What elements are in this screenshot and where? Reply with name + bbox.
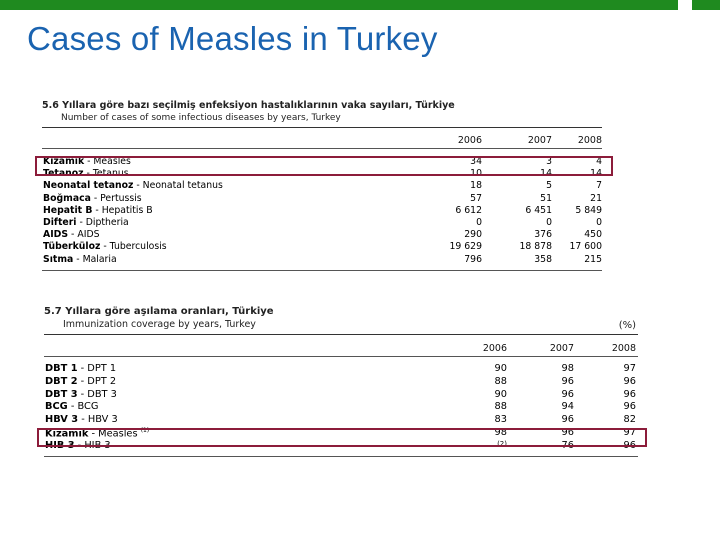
cell-value: 96: [623, 388, 636, 400]
table1-header-row: [42, 132, 602, 148]
row-label: Tüberküloz - Tuberculosis: [43, 241, 167, 253]
table1-year-2006: 2006: [457, 135, 482, 146]
cell-value: 98: [494, 426, 507, 438]
row-label: Neonatal tetanoz - Neonatal tetanus: [43, 180, 223, 192]
row-label-en: DPT 1: [87, 363, 117, 374]
row-label: BCG - BCG: [45, 401, 99, 413]
cell-value: 82: [623, 414, 636, 426]
row-label-en: Neonatal tetanus: [142, 180, 223, 192]
table1-year-2007: 2007: [527, 135, 552, 146]
row-label-en: Hepatitis B: [101, 204, 153, 216]
cell-value: 358: [534, 253, 552, 265]
cell-value: 5: [546, 180, 552, 192]
cell-value: 88: [494, 375, 507, 387]
row-label-en: HBV 3: [87, 414, 118, 426]
table-row: [42, 217, 602, 229]
row-label-en: DBT 3: [87, 388, 117, 400]
table2-header-row: [44, 340, 638, 356]
row-label: AIDS - AIDS: [43, 229, 100, 241]
table-row: [42, 241, 602, 253]
cell-value: 0: [476, 216, 482, 228]
table2-bottom-rule: [44, 456, 638, 457]
table-row: [44, 401, 638, 414]
cell-value: 97: [623, 426, 636, 438]
cell-value: 18: [470, 180, 482, 192]
row-label-en: HIB 3: [84, 439, 111, 451]
cell-value: 14: [540, 168, 552, 180]
row-label-tr: Sıtma: [43, 253, 74, 265]
cell-value: 94: [561, 401, 574, 413]
row-label-en: Tuberculosis: [109, 241, 167, 253]
cell-value: 96: [561, 426, 574, 438]
cell-value: 0: [546, 216, 552, 228]
cell-value: 96: [623, 401, 636, 413]
row-label-tr: Kızamık: [43, 156, 85, 167]
cell-value: 76: [561, 439, 574, 451]
row-label-tr: HIB 3: [45, 439, 75, 451]
table2-title-tr: 5.7 Yıllara göre aşılama oranları, Türkiye: [44, 306, 274, 317]
cell-value: 96: [561, 414, 574, 426]
row-label: HBV 3 - HBV 3: [45, 414, 118, 426]
table1-top-rule: [42, 127, 602, 128]
table-row: [42, 193, 602, 205]
cell-value: 796: [464, 253, 482, 265]
row-label-tr: Neonatal tetanoz: [43, 180, 134, 192]
row-label-tr: Difteri: [43, 216, 77, 228]
cell-value: 0: [596, 216, 602, 228]
cell-value: 19 629: [449, 241, 482, 253]
row-label: Hepatit B - Hepatitis B: [43, 204, 153, 216]
cell-value: 6 612: [455, 204, 482, 216]
cell-value: 34: [470, 156, 482, 167]
row-label-en: BCG: [77, 401, 99, 413]
row-label-tr: Tetanoz: [43, 168, 84, 180]
cell-value: 3: [546, 156, 552, 167]
cell-value: 6 451: [525, 204, 552, 216]
row-label-tr: DBT 2: [45, 375, 78, 387]
table2-year-2006: 2006: [482, 343, 507, 354]
cell-value: 98: [561, 363, 574, 374]
row-label: Difteri - Diptheria: [43, 216, 129, 228]
table2-title-en: Immunization coverage by years, Turkey: [63, 319, 256, 330]
row-label: Kızamık - Measles: [43, 156, 131, 167]
row-label-en: Measles: [93, 156, 131, 167]
table-row: [42, 205, 602, 217]
table1-title-tr: 5.6 Yıllara göre bazı seçilmiş enfeksiyon hastalıklarının vaka sayıları, Türkiye: [42, 100, 455, 111]
table-row: [44, 363, 638, 376]
row-label-tr: BCG: [45, 401, 68, 413]
cell-value: 96: [623, 375, 636, 387]
accent-notch: [678, 0, 692, 10]
slide-title: Cases of Measles in Turkey: [27, 20, 438, 57]
row-label-en: Pertussis: [100, 192, 142, 204]
cell-value: 57: [470, 192, 482, 204]
table-row: [42, 180, 602, 192]
table-row: [42, 254, 602, 266]
cell-value: 88: [494, 401, 507, 413]
cell-value: 18 878: [519, 241, 552, 253]
cell-value: 376: [534, 229, 552, 241]
measles-highlight-table2: [37, 428, 647, 447]
infectious-disease-cases-table: [42, 100, 602, 271]
table1-header-rule: [42, 148, 602, 149]
row-label: DBT 1 - DPT 1: [45, 363, 117, 374]
cell-value: 4: [596, 156, 602, 167]
row-label-tr: Boğmaca: [43, 192, 91, 204]
table1-year-2008: 2008: [577, 135, 602, 146]
cell-value: 17 600: [569, 241, 602, 253]
row-label-tr: Kızamık: [45, 428, 89, 440]
row-label-tr: DBT 3: [45, 388, 78, 400]
measles-highlight-table1: [35, 156, 613, 176]
row-label-en: Diptheria: [85, 216, 129, 228]
row-label-tr: HBV 3: [45, 414, 79, 426]
table-row: [44, 414, 638, 427]
row-label: Kızamık - Measles $^{(1)}$: [45, 426, 150, 440]
row-label-tr: Hepatit B: [43, 204, 93, 216]
row-label: HIB 3 - HIB 3: [45, 439, 111, 451]
cell-value: 215: [584, 253, 602, 265]
row-label-en: DPT 2: [87, 375, 117, 387]
table1-bottom-rule: [42, 270, 602, 271]
cell-value: 83: [494, 414, 507, 426]
table2-unit: (%): [618, 320, 636, 331]
footnote-mark: (1): [140, 426, 150, 434]
cell-value: 90: [494, 363, 507, 374]
table1-title-en: Number of cases of some infectious diseases by years, Turkey: [61, 113, 341, 123]
cell-value: 14: [590, 168, 602, 180]
row-label: DBT 3 - DBT 3: [45, 388, 117, 400]
row-label: Boğmaca - Pertussis: [43, 192, 142, 204]
cell-value: 96: [561, 388, 574, 400]
row-label: Sıtma - Malaria: [43, 253, 117, 265]
cell-value: 5 849: [575, 204, 602, 216]
cell-value: 10: [470, 168, 482, 180]
cell-value: 7: [596, 180, 602, 192]
row-label-en: Tetanus: [92, 168, 129, 180]
table-row: [42, 229, 602, 241]
cell-value: (2): [497, 439, 507, 448]
table2-header-rule: [44, 356, 638, 357]
cell-value: 450: [584, 229, 602, 241]
cell-value: 290: [464, 229, 482, 241]
table-row: [44, 389, 638, 402]
table2-year-2007: 2007: [549, 343, 574, 354]
table2-top-rule: [44, 334, 638, 335]
top-accent-bar: [0, 0, 720, 10]
row-label-tr: DBT 1: [45, 363, 78, 374]
row-label-en: Measles: [98, 428, 138, 440]
row-label: DBT 2 - DPT 2: [45, 375, 117, 387]
cell-value: 51: [540, 192, 552, 204]
row-label: Tetanoz - Tetanus: [43, 168, 129, 180]
cell-value: 96: [623, 439, 636, 451]
cell-value: 96: [561, 375, 574, 387]
row-label-en: Malaria: [82, 253, 117, 265]
cell-value: 97: [623, 363, 636, 374]
table2-year-2008: 2008: [611, 343, 636, 354]
cell-value: 90: [494, 388, 507, 400]
cell-value: 21: [590, 192, 602, 204]
row-label-tr: Tüberküloz: [43, 241, 101, 253]
table-row: [44, 376, 638, 389]
row-label-en: AIDS: [77, 229, 100, 241]
row-label-tr: AIDS: [43, 229, 69, 241]
